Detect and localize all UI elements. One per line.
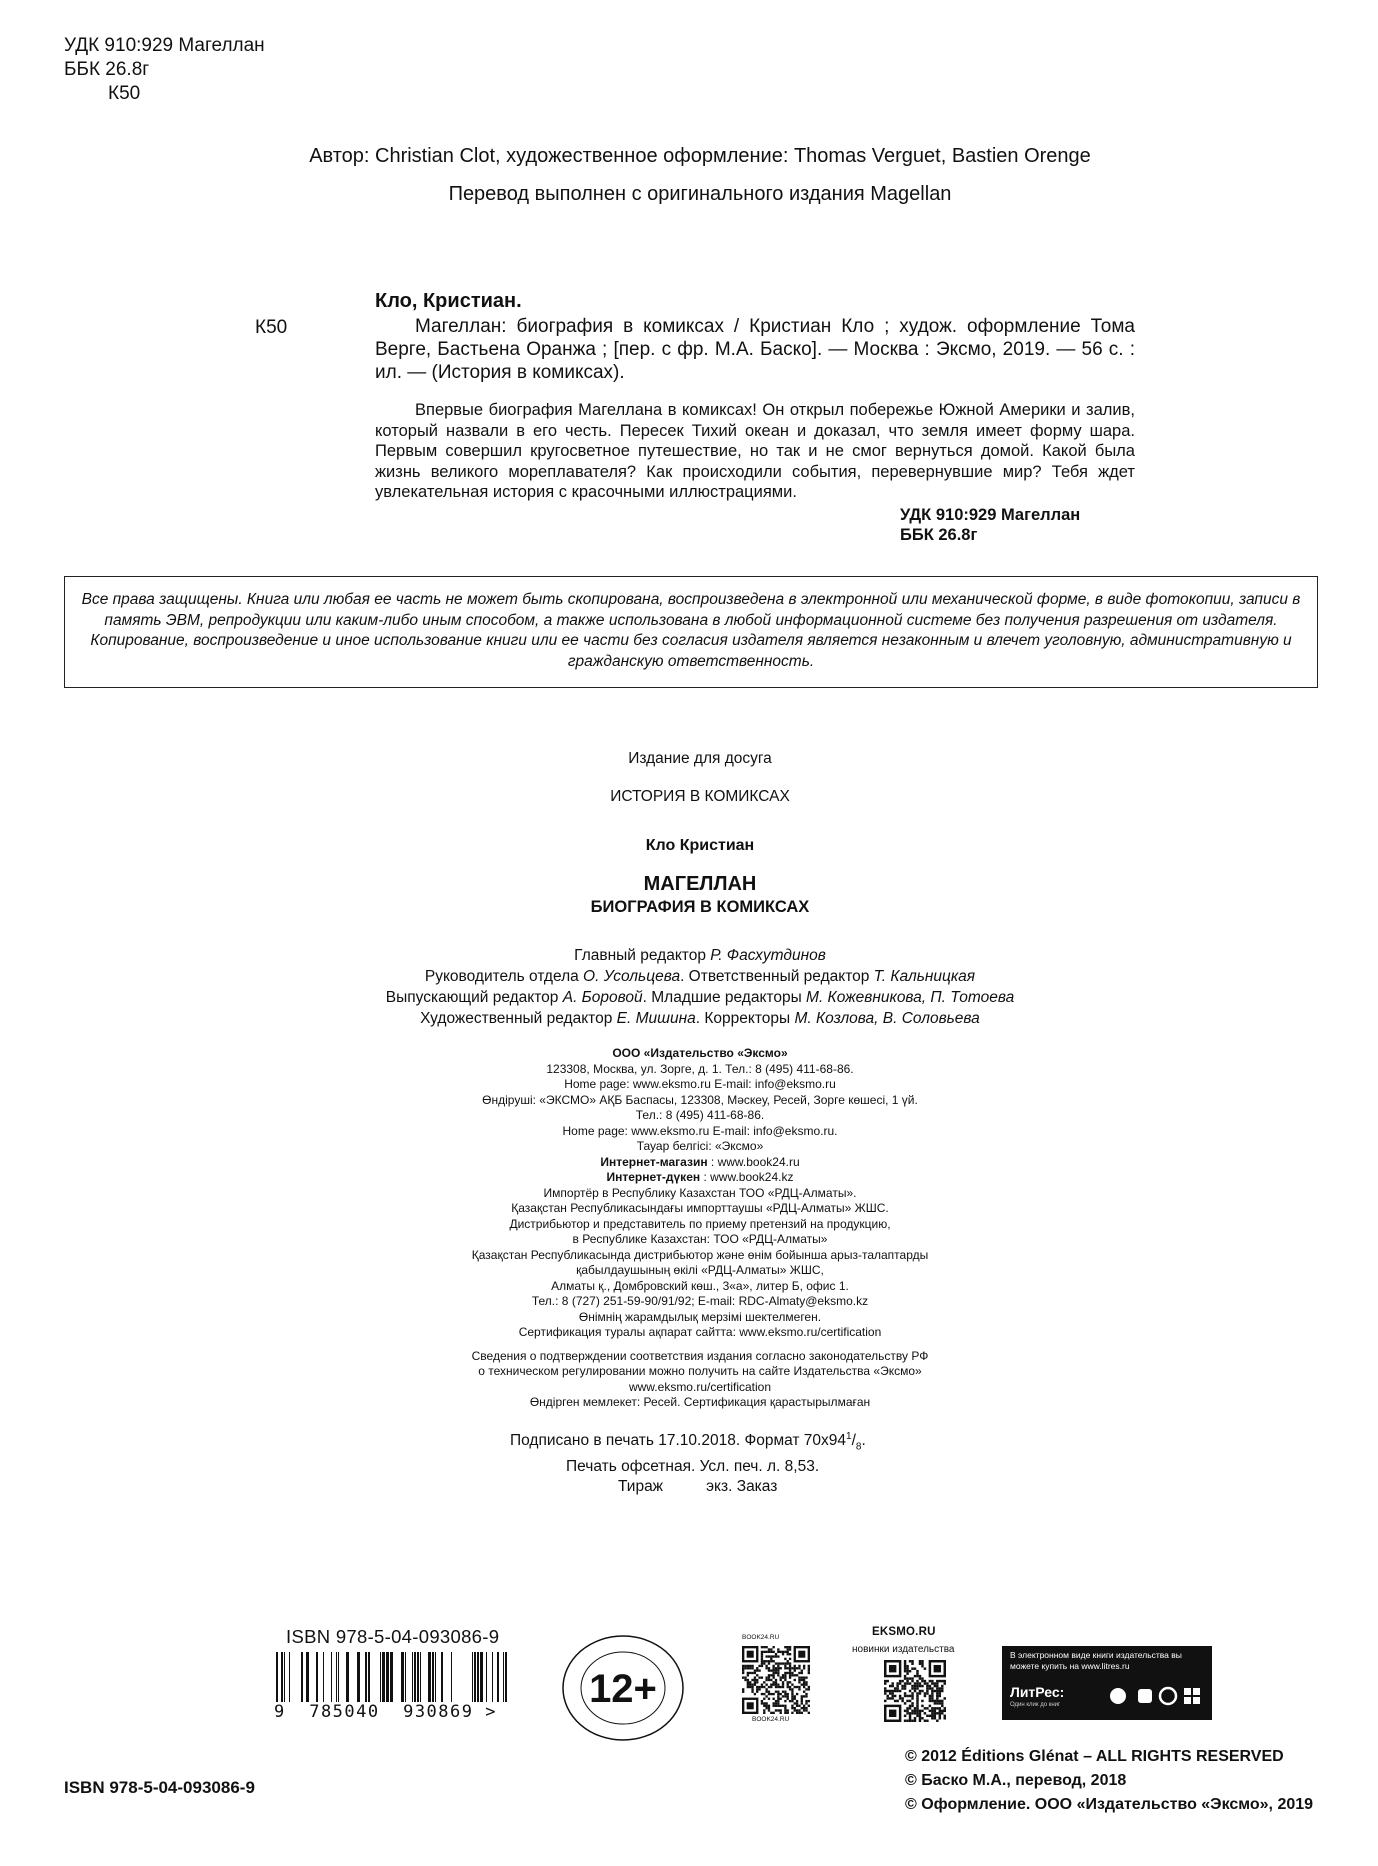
card-udk-code: УДК 910:929 Магеллан (900, 505, 1081, 524)
card-annotation: Впервые биография Магеллана в комиксах! Он открыл побережье Южной Америки и залив, который назвали в его честь. Пересек Тихий океан и доказал, что земля имеет форму шара. Первым совершил кругосветное путешествие, но так и не смог вернуться домой. Какой была жизнь великого мореплавателя? Как происходили события, перевернувшие мир? Тебя ждет увлекательная история с красочными иллюстрациями. (375, 401, 1135, 501)
bbk-code: ББК 26.8г (64, 59, 150, 80)
qr-book24-caption: BOOK24.RU (742, 1634, 780, 1641)
credits-translation-line: Перевод выполнен с оригинального издания Magellan (448, 183, 952, 205)
publisher-line: Home page: www.eksmo.ru E-mail: info@eksmo.ru (564, 1077, 836, 1091)
edition-title: МАГЕЛЛАН (643, 873, 757, 895)
publisher-line: Импортёр в Республику Казахстан ТОО «РДЦ-Алматы». (543, 1185, 857, 1200)
publisher-line: 123308, Москва, ул. Зорге, д. 1. Тел.: 8 (495) 411-68-86. (546, 1061, 854, 1076)
app-store-icons (1106, 1684, 1206, 1708)
catalog-card (255, 290, 1135, 545)
shop-line: Интернет-магазин : www.book24.ru (600, 1154, 800, 1169)
publisher-name: ООО «Издательство «Эксмо» (612, 1046, 788, 1060)
age-rating-badge (555, 1630, 691, 1746)
card-author: Кло, Кристиан. (375, 290, 522, 312)
publisher-line: Қазақстан Республикасындағы импорттаушы «РДЦ-Алматы» ЖШС. (511, 1201, 889, 1215)
print-line-3: Тираж экз. Заказ (618, 1478, 778, 1496)
copyright-line: © Оформление. ООО «Издательство «Эксмо», 2019 (905, 1796, 1314, 1813)
card-bbk-code: ББК 26.8г (900, 525, 978, 544)
publisher-line: Қазақстан Республикасында дистрибьютор және өнім бойынша арыз-талаптарды (471, 1247, 929, 1262)
print-line-1: Подписано в печать 17.10.2018. Формат $70х94^1/_8$. (510, 1431, 866, 1453)
edition-subtitle: БИОГРАФИЯ В КОМИКСАХ (590, 898, 810, 916)
qr-book24-caption-bottom: BOOK24.RU (752, 1716, 790, 1723)
print-line-2: Печать офсетная. Усл. печ. л. 8,53. (566, 1458, 820, 1476)
litres-banner[interactable] (1002, 1646, 1212, 1720)
qr-code-eksmo[interactable] (884, 1660, 946, 1722)
edition-series: ИСТОРИЯ В КОМИКСАХ (610, 788, 790, 805)
publisher-line: Тауар белгісі: «Эксмо» (636, 1139, 764, 1153)
copyright-line: © Баско М.А., перевод, 2018 (905, 1772, 1127, 1789)
age-rating-text: 12+ (589, 1667, 657, 1711)
print-info (510, 1427, 866, 1497)
editors-block (0, 945, 1378, 1029)
publisher-line: о техническом регулировании можно получить на сайте Издательства «Эксмо» (478, 1364, 922, 1378)
editor-line: Художественный редактор Е. Мишина. Корректоры М. Козлова, В. Соловьева (420, 1010, 980, 1027)
editor-line: Руководитель отдела О. Усольцева. Ответственный редактор Т. Кальницкая (424, 968, 976, 985)
isbn-bottom: ISBN 978-5-04-093086-9 (64, 1778, 255, 1797)
udk-block-top (64, 34, 265, 106)
litres-tagline: Один клик до книг (1010, 1702, 1061, 1708)
card-author-mark: К50 (255, 317, 288, 338)
publisher-line: Өндірген мемлекет: Ресей. Сертификация қарастырылмаған (529, 1395, 871, 1409)
publisher-line: www.eksmo.ru/certification (628, 1379, 772, 1394)
copyright-block (905, 1745, 1313, 1817)
publisher-line: Тел.: 8 (495) 411-68-86. (635, 1108, 765, 1122)
author-mark: К50 (108, 83, 141, 104)
publisher-line: қабылдаушының өкілі «РДЦ-Алматы» ЖШС, (576, 1263, 824, 1277)
rights-notice: Все права защищены. Книга или любая ее часть не может быть скопирована, воспроизведена в электронной или механической форме, в виде фотокопии, записи в память ЭВМ, репродукции или каким-либо иным способом, а также использована в любой информационной системе без получения разрешения от издателя. Копирование, воспроизведение и иное использование книги или ее части без согласия издателя является незаконным и влечет уголовную, административную и гражданскую ответственность. (64, 576, 1318, 688)
publisher-line: Home page: www.eksmo.ru E-mail: info@eksmo.ru. (562, 1123, 838, 1138)
litres-text: В электронном виде книги издательства вы можете купить на www.litres.ru (1010, 1650, 1182, 1671)
publisher-line: Дистрибьютор и представитель по приему претензий на продукцию, (509, 1216, 891, 1231)
card-bibliography: Магеллан: биография в комиксах / Кристиан Кло ; худож. оформление Тома Верге, Бастьена Оранжа ; [пер. с фр. М.А. Баско]. — Москва : Эксмо, 2019. — 56 с. : ил. — (История в комиксах). (375, 316, 1135, 383)
barcode-isbn: ISBN 978-5-04-093086-9 (286, 1626, 500, 1647)
udk-code: УДК 910:929 Магеллан (64, 35, 265, 56)
qr-code-book24[interactable] (742, 1646, 810, 1714)
eksmo-qr-subtitle: новинки издательства (852, 1644, 955, 1655)
credits-author-line: Автор: Christian Clot, художественное оформление: Thomas Verguet, Bastien Orenge (309, 145, 1091, 167)
copyright-line: © 2012 Éditions Glénat – ALL RIGHTS RESERVED (905, 1748, 1284, 1765)
shop-line: Интернет-дүкен : www.book24.kz (606, 1170, 794, 1184)
barcode-digits: 9 785040 930869 > (274, 1702, 497, 1722)
publisher-line: Сертификация туралы ақпарат сайтта: www.eksmo.ru/certification (518, 1325, 882, 1339)
publisher-line: в Республике Казахстан: ТОО «РДЦ-Алматы» (572, 1232, 828, 1246)
publisher-line: Өндіруші: «ЭКСМО» АҚБ Баспасы, 123308, Мәскеу, Ресей, Зорге көшесі, 1 үй. (482, 1092, 918, 1107)
card-udk (900, 505, 1125, 545)
edition-leisure: Издание для досуга (628, 750, 772, 767)
editor-line: Выпускающий редактор А. Боровой. Младшие редакторы М. Кожевникова, П. Тотоева (385, 989, 1015, 1006)
litres-brand: ЛитРес: (1010, 1684, 1065, 1700)
publisher-line: Сведения о подтверждении соответствия издания согласно законодательству РФ (471, 1348, 929, 1363)
publisher-line: Алматы қ., Домбровский көш., 3«а», литер Б, офис 1. (551, 1278, 849, 1293)
edition-author: Кло Кристиан (645, 837, 755, 854)
publisher-line: Өнімнің жарамдылық мерзімі шектелмеген. (578, 1309, 822, 1324)
publisher-line: Тел.: 8 (727) 251-59-90/91/92; E-mail: RDC-Almaty@eksmo.kz (531, 1294, 869, 1308)
eksmo-qr-title: EKSMO.RU (872, 1626, 936, 1638)
publisher-block (0, 1046, 1378, 1411)
editor-line: Главный редактор Р. Фасхутдинов (574, 947, 826, 964)
